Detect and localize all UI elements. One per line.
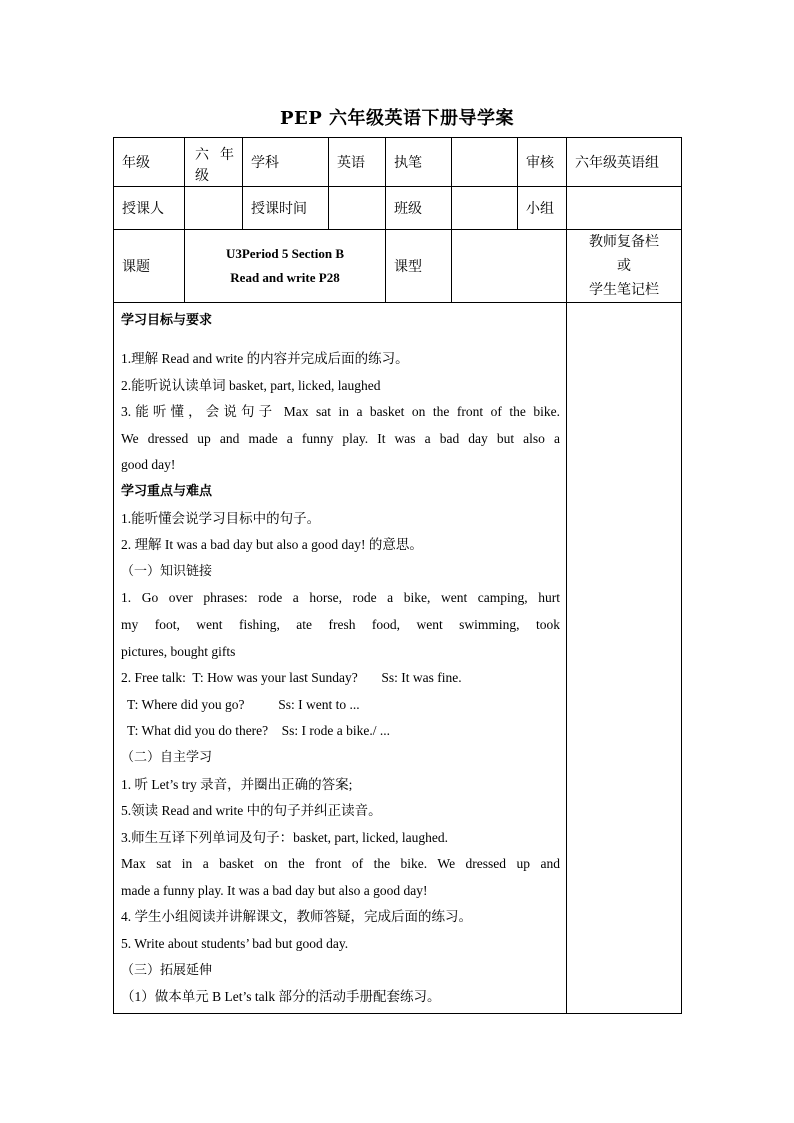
lesson-content bbox=[114, 303, 567, 1014]
table-row bbox=[114, 187, 682, 230]
notes-title-line: 学生笔记栏 bbox=[589, 282, 659, 298]
section-heading: 学习重点与难点 bbox=[121, 483, 213, 499]
notes-title-line: 或 bbox=[617, 258, 631, 274]
topic-value bbox=[185, 230, 386, 303]
activity-line: （1）做本单元 B Let’s talk 部分的活动手册配套练习。 bbox=[121, 989, 441, 1005]
topic-label: 课题 bbox=[114, 230, 185, 303]
goal-line: We dressed up and made a funny play. It was a bad day but also a bbox=[121, 430, 560, 446]
review-value: 六年级英语组 bbox=[567, 138, 682, 187]
section-heading: 学习目标与要求 bbox=[121, 313, 213, 328]
review-label: 审核 bbox=[518, 138, 567, 187]
spacer bbox=[121, 331, 560, 346]
activity-line: pictures, bought gifts bbox=[121, 643, 236, 659]
time-label: 授课时间 bbox=[243, 187, 329, 230]
table-row bbox=[114, 230, 682, 303]
grade-value-char: 级 bbox=[195, 168, 209, 184]
activity-line: T: Where did you go? Ss: I went to ... bbox=[127, 696, 360, 712]
subsection-heading: （一）知识链接 bbox=[121, 563, 213, 579]
teacher-value[interactable] bbox=[185, 187, 243, 230]
key-point-line: 2. 理解 It was a bad day but also a good day! 的意思。 bbox=[121, 537, 423, 553]
subsection-heading: （二）自主学习 bbox=[121, 749, 213, 765]
table-row bbox=[114, 138, 682, 187]
time-value[interactable] bbox=[329, 187, 386, 230]
activity-line: 1. Go over phrases: rode a horse, rode a bike, went camping, hurt bbox=[121, 590, 560, 606]
lesson-plan-table bbox=[113, 137, 682, 1014]
subject-label: 学科 bbox=[243, 138, 329, 187]
activity-line: Max sat in a basket on the front of the bike. We dressed up and bbox=[121, 856, 560, 872]
notes-column[interactable] bbox=[567, 303, 682, 1014]
grade-value bbox=[185, 138, 243, 187]
activity-line: my foot, went fishing, ate fresh food, went swimming, took bbox=[121, 616, 560, 632]
type-label: 课型 bbox=[386, 230, 452, 303]
grade-label: 年级 bbox=[114, 138, 185, 187]
page-title: PEP 六年级英语下册导学案 bbox=[279, 108, 515, 129]
notes-column-title bbox=[567, 230, 682, 303]
subject-value: 英语 bbox=[329, 138, 386, 187]
activity-line: 1. 听 Let’s try 录音，并圈出正确的答案; bbox=[121, 776, 353, 792]
activity-line: 5.领读 Read and write 中的句子并纠正读音。 bbox=[121, 803, 382, 819]
activity-line: 2. Free talk: T: How was your last Sunday? Ss: It was fine. bbox=[121, 670, 462, 686]
author-value[interactable] bbox=[452, 138, 518, 187]
goal-line: 2.能听说认读单词 basket, part, licked, laughed bbox=[121, 377, 381, 393]
class-label: 班级 bbox=[386, 187, 452, 230]
grade-value-char: 年 bbox=[220, 147, 234, 163]
goal-line: good day! bbox=[121, 457, 176, 473]
group-value[interactable] bbox=[567, 187, 682, 230]
subsection-heading: （三）拓展延伸 bbox=[121, 962, 213, 978]
grade-value-char: 六 bbox=[195, 147, 209, 163]
activity-line: 3.师生互译下列单词及句子：basket, part, licked, laughed. bbox=[121, 829, 448, 845]
goal-line: 3.能听懂，会说句子 Max sat in a basket on the front of the bike. bbox=[121, 404, 560, 420]
notes-title-line: 教师复备栏 bbox=[589, 234, 659, 250]
goal-line: 1.理解 Read and write 的内容并完成后面的练习。 bbox=[121, 351, 409, 366]
author-label: 执笔 bbox=[386, 138, 452, 187]
activity-line: made a funny play. It was a bad day but also a good day! bbox=[121, 882, 428, 898]
topic-line: Read and write P28 bbox=[230, 270, 340, 285]
class-value[interactable] bbox=[452, 187, 518, 230]
teacher-label: 授课人 bbox=[114, 187, 185, 230]
type-value[interactable] bbox=[452, 230, 567, 303]
key-point-line: 1.能听懂会说学习目标中的句子。 bbox=[121, 510, 321, 526]
activity-line: 5. Write about students’ bad but good day. bbox=[121, 936, 349, 952]
activity-line: 4. 学生小组阅读并讲解课文，教师答疑，完成后面的练习。 bbox=[121, 909, 472, 925]
topic-line: U3Period 5 Section B bbox=[225, 246, 345, 261]
group-label: 小组 bbox=[518, 187, 567, 230]
table-row bbox=[114, 303, 682, 1014]
activity-line: T: What did you do there? Ss: I rode a bike./ ... bbox=[127, 723, 391, 739]
